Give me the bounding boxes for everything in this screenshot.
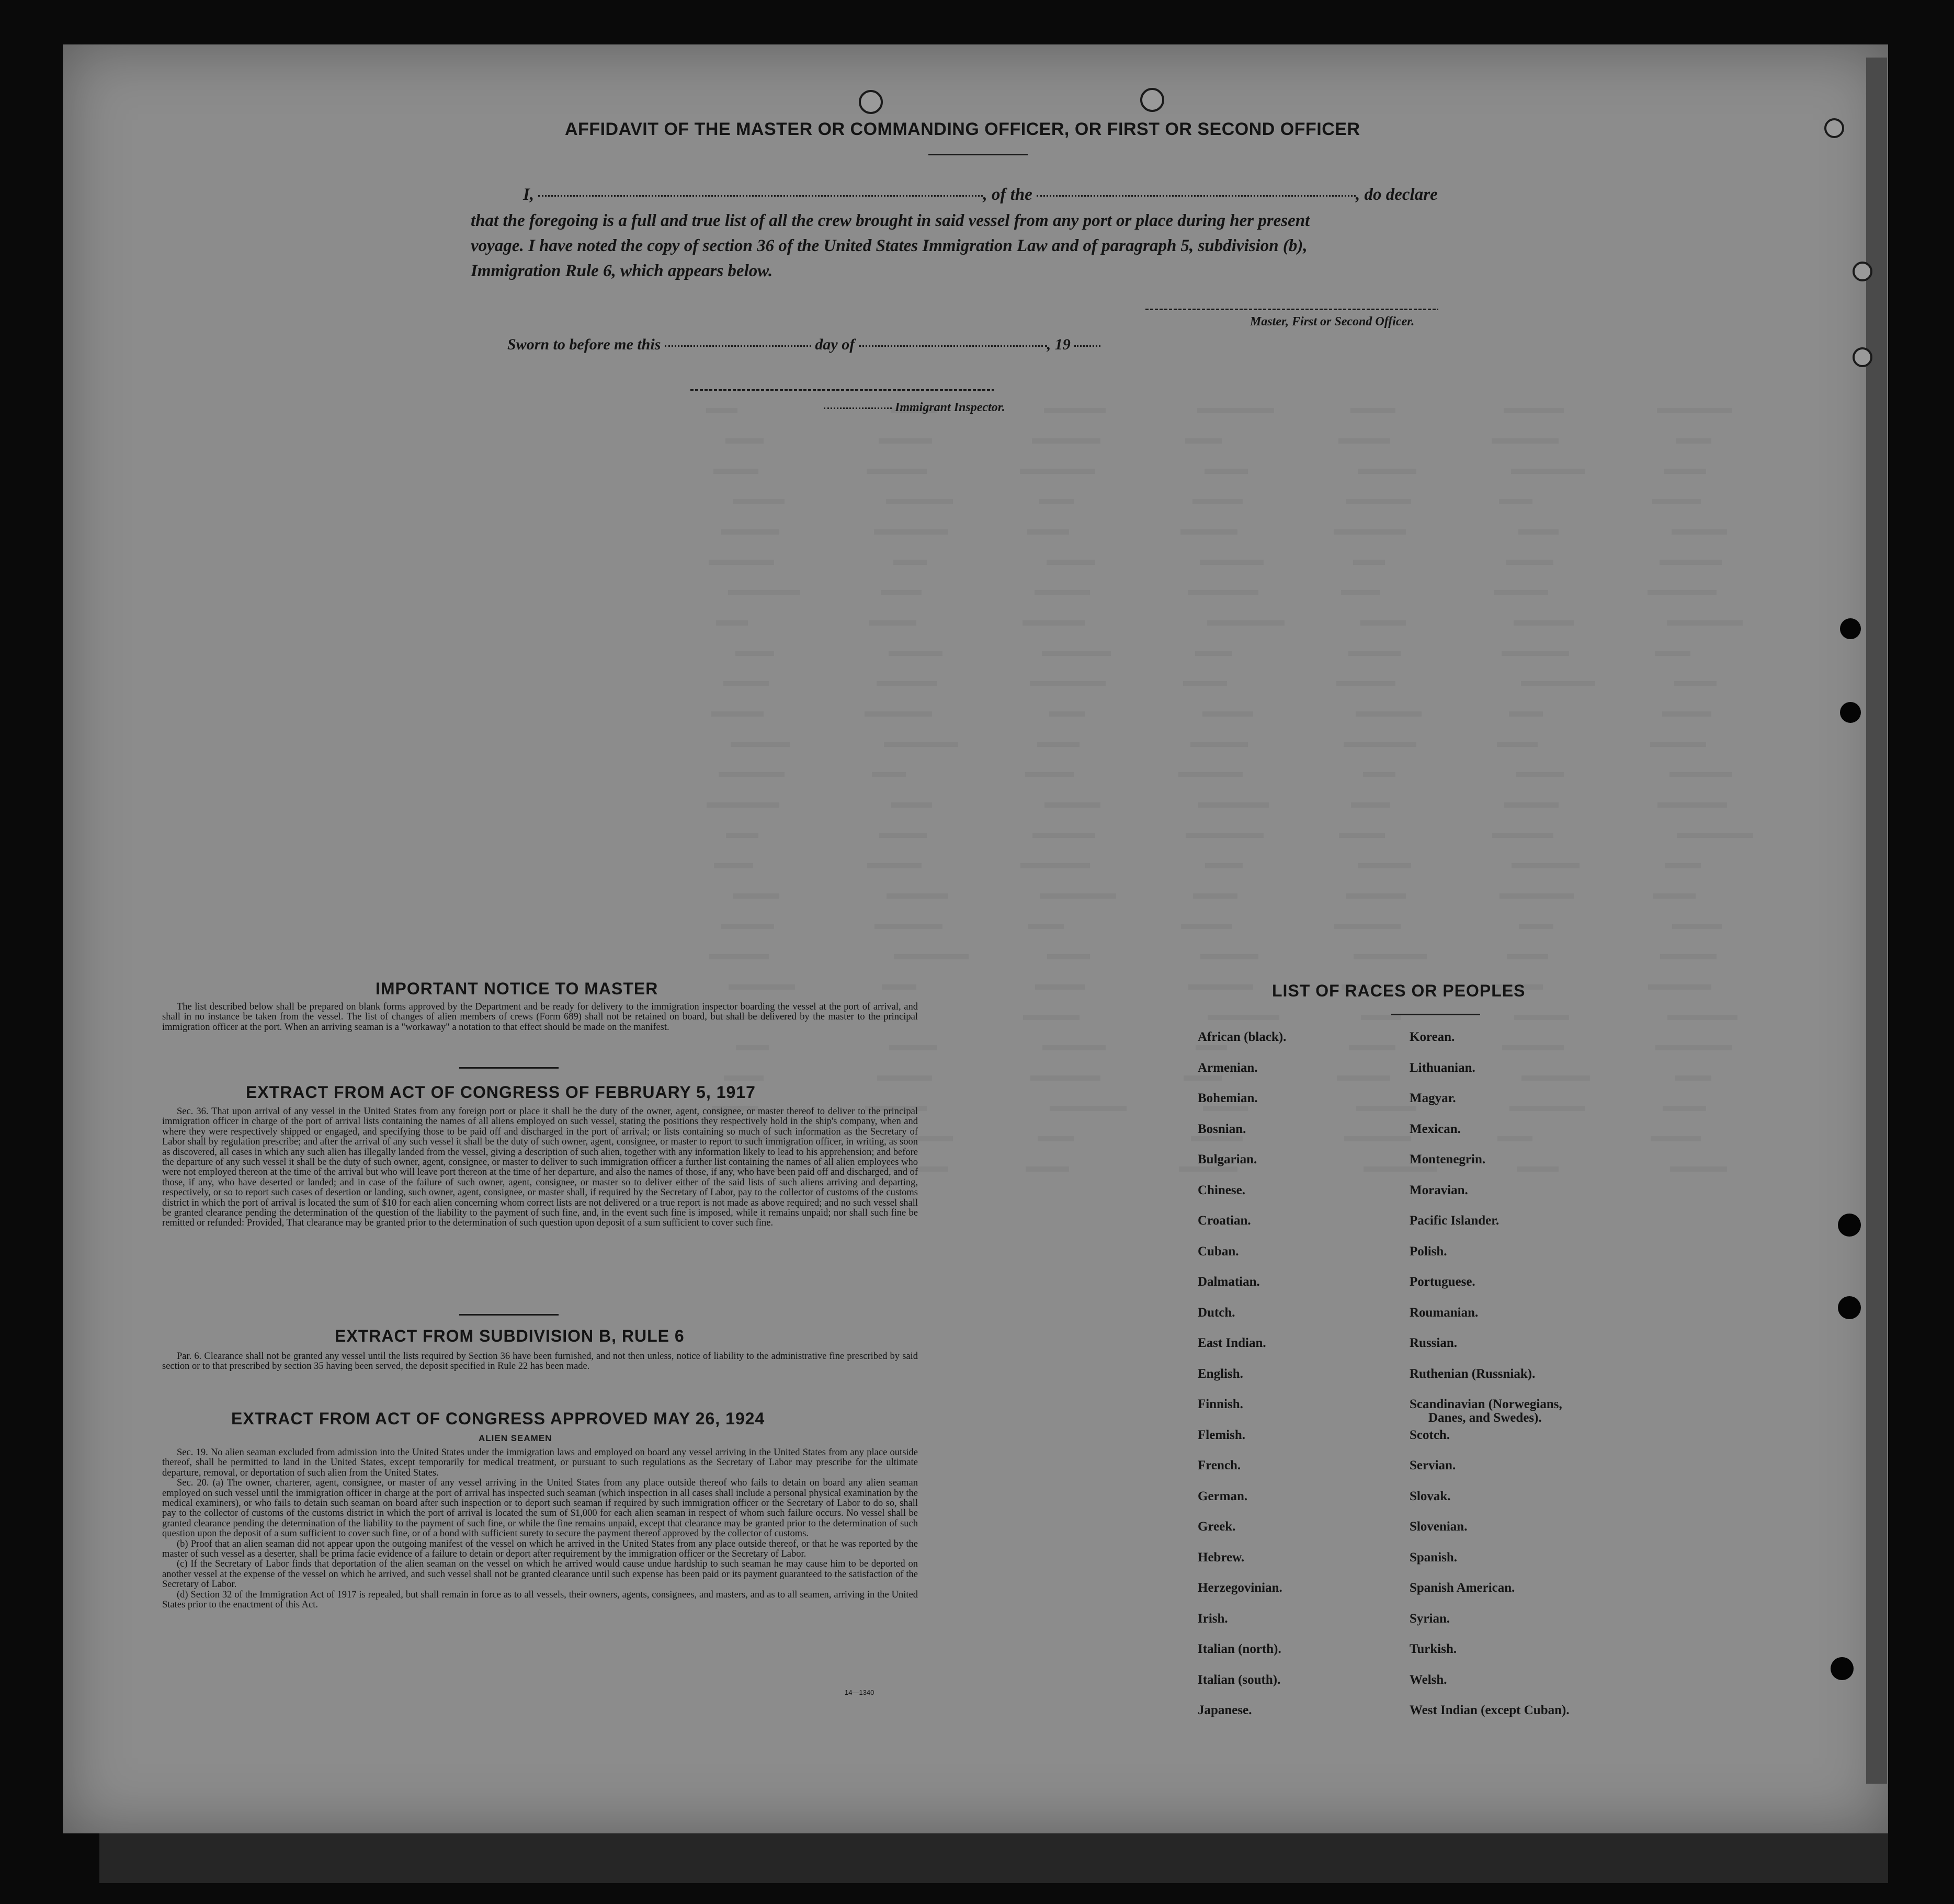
bleed-through-mark xyxy=(1027,529,1069,535)
race-item: Greek. xyxy=(1198,1520,1236,1534)
affidavit-do-declare: , do declare xyxy=(1356,185,1438,204)
master-signature-label: Master, First or Second Officer. xyxy=(1250,315,1415,328)
bleed-through-mark xyxy=(1200,560,1264,565)
bleed-through-mark xyxy=(1185,438,1222,444)
bleed-through-mark xyxy=(1504,802,1559,808)
extract-rule6-paragraph: Par. 6. Clearance shall not be granted any vessel until the lists required by Section 36 have been furnished, and not then unless, notice of liability to the administrative fine prescribed by said section or to that prescribed by section 35 having been served, the deposit specified in Rule 22 has been made. xyxy=(162,1351,918,1372)
bleed-through-mark xyxy=(1348,651,1401,656)
bleed-through-mark xyxy=(877,1075,932,1081)
bleed-through-mark xyxy=(1667,620,1743,626)
race-item: Mexican. xyxy=(1410,1121,1461,1136)
bleed-through-mark xyxy=(874,529,948,535)
race-item: Flemish. xyxy=(1198,1427,1245,1442)
form-number: 14—1340 xyxy=(845,1688,874,1696)
bleed-through-mark xyxy=(1506,560,1553,565)
bleed-through-mark xyxy=(1186,833,1264,838)
bleed-through-mark xyxy=(1040,893,1116,899)
bleed-through-mark xyxy=(869,620,916,626)
inspector-signature-line[interactable] xyxy=(690,389,994,391)
bleed-through-mark xyxy=(1344,742,1416,747)
bleed-through-mark xyxy=(1207,620,1285,626)
bleed-through-mark xyxy=(733,499,785,504)
race-item: Montenegrin. xyxy=(1410,1152,1486,1166)
bleed-through-mark xyxy=(1662,711,1711,717)
bleed-through-mark xyxy=(723,681,769,686)
race-item: Magyar. xyxy=(1410,1091,1456,1105)
race-item: Syrian. xyxy=(1410,1611,1450,1626)
race-item-scandinavian xyxy=(1410,1398,1570,1429)
page-edge-shadow xyxy=(1866,58,1887,1784)
bleed-through-mark xyxy=(1025,772,1074,777)
bleed-through-mark xyxy=(709,560,774,565)
bleed-through-mark xyxy=(1341,590,1380,595)
bleed-through-mark xyxy=(1020,863,1090,868)
bleed-through-mark xyxy=(1023,1015,1080,1020)
bleed-through-mark xyxy=(1030,1075,1100,1081)
bleed-through-mark xyxy=(1492,438,1559,444)
bleed-through-mark xyxy=(884,742,958,747)
sworn-year-blank[interactable] xyxy=(1074,345,1100,347)
extract-rule6-text xyxy=(162,1352,918,1372)
race-item: Irish. xyxy=(1198,1611,1228,1626)
punch-hole xyxy=(1838,1296,1861,1319)
extract-1924-heading: EXTRACT FROM ACT OF CONGRESS APPROVED MAY 26, 1924 xyxy=(231,1409,765,1428)
bleed-through-mark xyxy=(1653,893,1696,899)
bleed-through-mark xyxy=(1648,984,1711,990)
master-signature-line[interactable] xyxy=(1145,309,1438,310)
bleed-through-mark xyxy=(1507,954,1548,959)
bleed-through-mark xyxy=(1669,772,1732,777)
name-blank[interactable] xyxy=(538,195,983,197)
bleed-through-mark xyxy=(736,1045,769,1050)
sworn-year: , 19 xyxy=(1047,336,1071,353)
bleed-through-mark xyxy=(1356,711,1422,717)
races-heading: LIST OF RACES OR PEOPLES xyxy=(1272,981,1526,1000)
bleed-through-mark xyxy=(1504,408,1564,413)
bleed-through-mark xyxy=(1202,711,1253,717)
bleed-through-mark xyxy=(706,408,737,413)
bleed-through-mark xyxy=(894,954,969,959)
bleed-through-mark xyxy=(1360,620,1406,626)
bleed-through-mark xyxy=(889,1045,937,1050)
race-item: Spanish American. xyxy=(1410,1581,1515,1595)
bleed-through-mark xyxy=(731,742,790,747)
bleed-through-mark xyxy=(1492,833,1553,838)
bleed-through-mark xyxy=(726,833,758,838)
bleed-through-mark xyxy=(1188,590,1258,595)
race-item: Dalmatian. xyxy=(1198,1275,1260,1289)
race-item: Welsh. xyxy=(1410,1672,1447,1687)
extract-1917-heading: EXTRACT FROM ACT OF CONGRESS OF FEBRUARY 5, 1917 xyxy=(246,1083,756,1102)
bleed-through-mark xyxy=(877,681,937,686)
inspector-blank[interactable] xyxy=(824,407,892,409)
sworn-month-blank[interactable] xyxy=(859,345,1047,347)
sworn-prefix: Sworn to before me this xyxy=(507,336,661,353)
bleed-through-mark xyxy=(721,529,779,535)
bleed-through-mark xyxy=(1657,408,1732,413)
race-item: East Indian. xyxy=(1198,1336,1266,1350)
race-item: Moravian. xyxy=(1410,1183,1468,1197)
bleed-through-mark xyxy=(1350,408,1395,413)
race-item: Hebrew. xyxy=(1198,1550,1245,1565)
race-item: Italian (south). xyxy=(1198,1672,1281,1687)
bleed-through-mark xyxy=(1346,893,1406,899)
bleed-through-mark xyxy=(1047,954,1090,959)
bleed-through-mark xyxy=(1512,863,1580,868)
extract-1917-paragraph: Sec. 36. That upon arrival of any vessel in the United States from any foreign port or place it shall be the duty of the owner, agent, consignee, or master thereof to deliver to the principal immigration officer in charge of the port of arrival lists containing the names of all aliens employed on such vessel, stating the positions they respectively hold in the ship's company, when and where they were respectively shipped or engaged, and specifying those to be paid off and discharged in the port of arrival; or lists containing so much of such information as the Secretary of Labor shall by regulation prescribe; and after the arrival of any such vessel it shall be the duty of such owner, agent, consignee, or master to report to such immigration officer, in writing, as soon as discovered, all cases in which any such alien has illegally landed from the vessel, giving a description of such alien, together with any information likely to lead to his apprehension; and before the departure of any such vessel it shall be the duty of such owner, agent, consignee, or master to deliver to such immigration officer a further list containing the names of all alien employees who were not employed thereon at the time of the arrival but who will leave port thereon at the time of her departure, and also the names of those, if any, who have been paid off and discharged, and of those, if any, who have deserted or landed; and in case of the failure of such owner, agent, consignee, or master so to deliver either of the said lists of such aliens arriving and departing, respectively, or so to report such cases of desertion or landing, such owner, agent, consignee, or master shall, if required by the Secretary of Labor, pay to the collector of customs of the customs district in which the port of arrival is located the sum of $10 for each alien concerning whom correct lists are not delivered or a true report is not made as above required; and no such vessel shall be granted clearance pending the determination of the question of the liability to the payment of such fine, and, in the event such fine is imposed, while it remains unpaid; nor shall such fine be remitted or refunded: Provided, That clearance may be granted prior to the determination of such question upon deposit of a sum sufficient to cover such fine. xyxy=(162,1106,918,1229)
bleed-through-mark xyxy=(1042,651,1111,656)
race-item: Dutch. xyxy=(1198,1305,1235,1320)
notice-heading: IMPORTANT NOTICE TO MASTER xyxy=(376,979,658,998)
sworn-day-blank[interactable] xyxy=(665,345,811,347)
bleed-through-mark xyxy=(1351,802,1390,808)
bleed-through-mark xyxy=(1655,651,1690,656)
bleed-through-mark xyxy=(1502,651,1569,656)
bleed-through-mark xyxy=(725,438,764,444)
races-left-column xyxy=(1198,1030,1286,1735)
race-item: Roumanian. xyxy=(1410,1305,1479,1320)
punch-hole xyxy=(1840,702,1861,723)
bleed-through-mark xyxy=(1665,863,1701,868)
race-item: Ruthenian (Russniak). xyxy=(1410,1366,1536,1381)
extract-rule6-heading: EXTRACT FROM SUBDIVISION B, RULE 6 xyxy=(335,1327,685,1345)
race-item: Pacific Islander. xyxy=(1410,1214,1499,1228)
affidavit-line-1 xyxy=(523,185,1438,205)
inspector-label: Immigrant Inspector. xyxy=(895,401,1005,414)
sec-19-paragraph: Sec. 19. No alien seaman excluded from admission into the United States under the immigration laws and employed on board any vessel arriving in the United States from any place outside thereof, shall be permitted to land in the United States, except temporarily for medical treatment, or pursuant to such regulations as the Secretary of Labor may prescribe for the ultimate departure, removal, or deportation of such alien from the United States. xyxy=(162,1447,918,1478)
bleed-through-mark xyxy=(1344,1136,1411,1141)
bleed-through-mark xyxy=(1349,1045,1395,1050)
race-item: Bosnian. xyxy=(1198,1121,1246,1136)
bleed-through-mark xyxy=(721,924,774,929)
affidavit-of-the: , of the xyxy=(983,185,1032,204)
race-item: Herzegovinian. xyxy=(1198,1581,1282,1595)
bleed-through-mark xyxy=(865,711,932,717)
divider xyxy=(459,1314,559,1316)
bleed-through-mark xyxy=(1516,772,1564,777)
bleed-through-mark xyxy=(1181,924,1232,929)
races-right-column xyxy=(1410,1030,1570,1735)
bleed-through-mark xyxy=(1337,1075,1390,1081)
bleed-through-mark xyxy=(1358,469,1416,474)
punch-hole xyxy=(859,90,883,114)
bleed-through-mark xyxy=(1664,469,1706,474)
race-item: Bulgarian. xyxy=(1198,1152,1257,1166)
bleed-through-mark xyxy=(1651,1136,1701,1141)
race-item: Japanese. xyxy=(1198,1703,1252,1717)
race-item: Servian. xyxy=(1410,1458,1456,1472)
bleed-through-mark xyxy=(1499,499,1532,504)
race-item: Lithuanian. xyxy=(1410,1060,1475,1075)
race-item: Cuban. xyxy=(1198,1244,1239,1259)
bleed-through-mark xyxy=(1028,924,1064,929)
bleed-through-mark xyxy=(714,863,753,868)
punch-hole xyxy=(1838,1214,1861,1237)
bleed-through-mark xyxy=(1032,438,1100,444)
race-item-line: Danes, and Swedes). xyxy=(1428,1411,1542,1425)
bleed-through-mark xyxy=(1663,1106,1706,1111)
notice-text xyxy=(162,1002,918,1033)
divider xyxy=(459,1067,559,1069)
bleed-through-mark xyxy=(1205,863,1243,868)
extract-1924-text xyxy=(162,1448,918,1611)
race-item: Bohemian. xyxy=(1198,1091,1258,1105)
bleed-through-mark xyxy=(1358,863,1411,868)
bleed-through-mark xyxy=(1660,954,1717,959)
bleed-through-mark xyxy=(1667,1015,1737,1020)
punch-hole xyxy=(1140,88,1164,112)
bleed-through-mark xyxy=(1035,590,1090,595)
bleed-through-mark xyxy=(874,924,942,929)
bleed-through-mark xyxy=(733,893,779,899)
race-item: Turkish. xyxy=(1410,1642,1457,1656)
punch-hole xyxy=(1831,1657,1854,1680)
bleed-through-mark xyxy=(1020,469,1095,474)
bleed-through-mark xyxy=(1198,802,1269,808)
bleed-through-mark xyxy=(1346,499,1411,504)
bleed-through-mark xyxy=(719,772,785,777)
race-item: German. xyxy=(1198,1489,1248,1503)
bleed-through-mark xyxy=(729,984,795,990)
race-item: Armenian. xyxy=(1198,1060,1258,1075)
bleed-through-mark xyxy=(882,984,916,990)
sec-20b-paragraph: (b) Proof that an alien seaman did not appear upon the outgoing manifest of the vessel on which he arrived in the United States from any place outside thereof, or that he was reported by the master of such vessel as a deserter, shall be prima facie evidence of a failure to detain or deport after requirement by the immigration officer or the Secretary of Labor. xyxy=(162,1538,918,1560)
punch-hole xyxy=(1853,347,1872,367)
bleed-through-mark xyxy=(893,560,927,565)
bleed-through-mark xyxy=(1178,772,1243,777)
bleed-through-mark xyxy=(1672,924,1722,929)
bleed-through-mark xyxy=(711,711,764,717)
bleed-through-mark xyxy=(1494,590,1548,595)
bleed-through-mark xyxy=(1183,681,1227,686)
bleed-through-mark xyxy=(1354,954,1427,959)
bleed-through-mark xyxy=(1521,681,1595,686)
bleed-through-mark xyxy=(1655,1045,1732,1050)
bleed-through-mark xyxy=(1334,529,1406,535)
bleed-through-mark xyxy=(879,833,927,838)
bleed-through-mark xyxy=(1050,1106,1127,1111)
bleed-through-mark xyxy=(887,893,948,899)
bleed-through-mark xyxy=(1672,529,1727,535)
bleed-through-mark xyxy=(1497,742,1538,747)
affidavit-line-4: Immigration Rule 6, which appears below. xyxy=(471,262,773,280)
bleed-through-mark xyxy=(1205,469,1248,474)
bleed-through-mark xyxy=(872,772,906,777)
sworn-line xyxy=(507,336,1100,354)
bleed-through-mark xyxy=(1675,1075,1711,1081)
bleed-through-mark xyxy=(1499,893,1574,899)
bleed-through-mark xyxy=(889,651,942,656)
bleed-through-mark xyxy=(1192,499,1243,504)
race-item: English. xyxy=(1198,1366,1243,1381)
punch-hole xyxy=(1824,118,1844,138)
race-item: African (black). xyxy=(1198,1030,1287,1044)
bleed-through-mark xyxy=(1339,833,1385,838)
bleed-through-mark xyxy=(1038,1136,1074,1141)
bleed-through-mark xyxy=(1195,651,1232,656)
sec-20d-paragraph: (d) Section 32 of the Immigration Act of 1917 is repealed, but shall remain in force as to all vessels, their owners, agents, consignees, and masters, and as to all seamen, arriving in the United States prior to the enactment of this Act. xyxy=(162,1589,918,1611)
bleed-through-mark xyxy=(1652,499,1701,504)
bleed-through-mark xyxy=(1044,408,1106,413)
bleed-through-mark xyxy=(709,954,769,959)
race-item: Scotch. xyxy=(1410,1427,1450,1442)
race-item-line: Scandinavian (Norwegians, xyxy=(1410,1397,1562,1411)
race-item: Chinese. xyxy=(1198,1183,1245,1197)
bleed-through-mark xyxy=(724,1075,764,1081)
bleed-through-mark xyxy=(1648,590,1717,595)
bleed-through-mark xyxy=(1188,984,1253,990)
bleed-through-mark xyxy=(891,802,932,808)
bleed-through-mark xyxy=(1208,1015,1279,1020)
race-item: Italian (north). xyxy=(1198,1642,1281,1656)
bleed-through-mark xyxy=(881,590,922,595)
bleed-through-mark xyxy=(1511,469,1585,474)
affidavit-i: I, xyxy=(523,185,535,204)
bleed-through-mark xyxy=(1197,408,1274,413)
bleed-through-mark xyxy=(707,802,779,808)
bleed-through-mark xyxy=(1363,772,1395,777)
sworn-day-of: day of xyxy=(815,336,855,353)
bleed-through-mark xyxy=(1032,833,1095,838)
notice-paragraph: The list described below shall be prepared on blank forms approved by the Department and be ready for delivery to the immigration inspector boarding the vessel at the port of arrival, and shall in no instance be taken from the vessel. The list of changes of alien members of crews (Form 689) shall not be retained on board, but shall be delivered by the master to the principal immigration officer at the port. When an arriving seaman is a "workaway" a notation to that effect should be made on the manifest. xyxy=(162,1002,918,1033)
bleed-through-mark xyxy=(1677,833,1753,838)
bleed-through-mark xyxy=(1657,802,1727,808)
race-item: Portuguese. xyxy=(1410,1275,1475,1289)
race-item: Polish. xyxy=(1410,1244,1447,1259)
inspector-label-row xyxy=(824,401,1005,415)
bleed-through-mark xyxy=(1518,529,1559,535)
race-item: Korean. xyxy=(1410,1030,1455,1044)
bleed-through-mark xyxy=(1200,954,1258,959)
bleed-through-mark xyxy=(1026,1166,1069,1172)
bleed-through-mark xyxy=(1334,924,1401,929)
bleed-through-mark xyxy=(735,651,774,656)
bleed-through-mark xyxy=(1049,711,1085,717)
bleed-through-mark xyxy=(1660,560,1722,565)
race-item: Spanish. xyxy=(1410,1550,1458,1565)
bleed-through-mark xyxy=(1519,924,1553,929)
bleed-through-mark xyxy=(1338,438,1390,444)
bleed-through-mark xyxy=(728,590,800,595)
bleed-through-mark xyxy=(1356,1106,1416,1111)
bleed-through-mark xyxy=(1336,681,1395,686)
bleed-through-mark xyxy=(1037,742,1080,747)
sec-20c-paragraph: (c) If the Secretary of Labor finds that deportation of the alien seaman on the vessel on which he arrived would cause undue hardship to such seaman he may cause him to be deported on another vessel at the expense of the vessel on which he arrived, and such vessel shall not be granted clearance until such expense has been paid or its payment guaranteed to the satisfaction of the Secretary of Labor. xyxy=(162,1559,918,1590)
race-item: Slovenian. xyxy=(1410,1520,1468,1534)
bleed-through-mark xyxy=(1509,711,1543,717)
bleed-through-mark xyxy=(867,863,922,868)
bleed-through-mark xyxy=(867,469,927,474)
race-item: Finnish. xyxy=(1198,1397,1243,1411)
bleed-through-mark xyxy=(1044,802,1100,808)
race-item: French. xyxy=(1198,1458,1241,1472)
punch-hole xyxy=(1840,618,1861,639)
bleed-through-mark xyxy=(1650,742,1706,747)
bleed-through-mark xyxy=(1674,681,1717,686)
race-item: Russian. xyxy=(1410,1336,1458,1350)
bleed-through-mark xyxy=(1676,438,1711,444)
alien-seamen-subheading: ALIEN SEAMEN xyxy=(479,1433,552,1443)
bleed-through-mark xyxy=(1514,1015,1569,1020)
bleed-through-mark xyxy=(1030,681,1106,686)
race-item: Slovak. xyxy=(1410,1489,1451,1503)
race-item: Croatian. xyxy=(1198,1214,1251,1228)
bleed-through-mark xyxy=(1039,499,1074,504)
bleed-through-mark xyxy=(1190,742,1248,747)
affidavit-title: AFFIDAVIT OF THE MASTER OR COMMANDING OFFICER, OR FIRST OR SECOND OFFICER xyxy=(565,119,1360,139)
bleed-through-mark xyxy=(1023,620,1085,626)
bleed-through-mark xyxy=(1353,560,1385,565)
title-underline xyxy=(928,154,1028,155)
bleed-through-mark xyxy=(1047,560,1095,565)
bleed-through-mark xyxy=(1042,1045,1106,1050)
vessel-blank[interactable] xyxy=(1037,195,1356,197)
bleed-through-mark xyxy=(713,469,758,474)
punch-hole xyxy=(1853,262,1872,281)
races-underline xyxy=(1391,1014,1480,1015)
bleed-through-mark xyxy=(1361,1015,1401,1020)
affidavit-line-3: voyage. I have noted the copy of section 36 of the United States Immigration Law and of paragraph 5, subdivision (b), xyxy=(471,236,1308,255)
bleed-through-mark xyxy=(1180,529,1237,535)
extract-1917-text xyxy=(162,1107,918,1229)
race-item: West Indian (except Cuban). xyxy=(1410,1703,1570,1717)
bleed-through-mark xyxy=(886,499,953,504)
bleed-through-mark xyxy=(1514,620,1574,626)
sec-20a-paragraph: Sec. 20. (a) The owner, charterer, agent, consignee, or master of any vessel arriving in the United States from any place outside thereof who fails to detain on board any alien seaman employed on such vessel until the immigration officer in charge at the port of arrival has inspected such seaman (which inspection in all cases shall include a personal physical examination by the medical examiners), or who fails to detain such seaman on board after such inspection or to deport such seaman if required by such immigration officer or the Secretary of Labor to do so, shall pay to the collector of customs of the customs district in which the port of arrival is located the sum of $1,000 for each alien seaman in respect of whom such failure occurs. No vessel shall be granted clearance pending the determination of the liability to the payment of such fine, or while the fine remains unpaid, except that clearance may be granted prior to the determination of such question upon the deposit of a sum sufficient to cover such fine, or of a bond with sufficient surety to secure the payment thereof approved by the collector of customs. xyxy=(162,1478,918,1539)
bleed-through-mark xyxy=(1670,1166,1727,1172)
bleed-through-mark xyxy=(879,438,932,444)
affidavit-line-2: that the foregoing is a full and true list of all the crew brought in said vessel from any port or place during her present xyxy=(471,211,1310,230)
bleed-through-mark xyxy=(716,620,748,626)
bleed-through-mark xyxy=(1193,893,1237,899)
bleed-through-mark xyxy=(1035,984,1085,990)
